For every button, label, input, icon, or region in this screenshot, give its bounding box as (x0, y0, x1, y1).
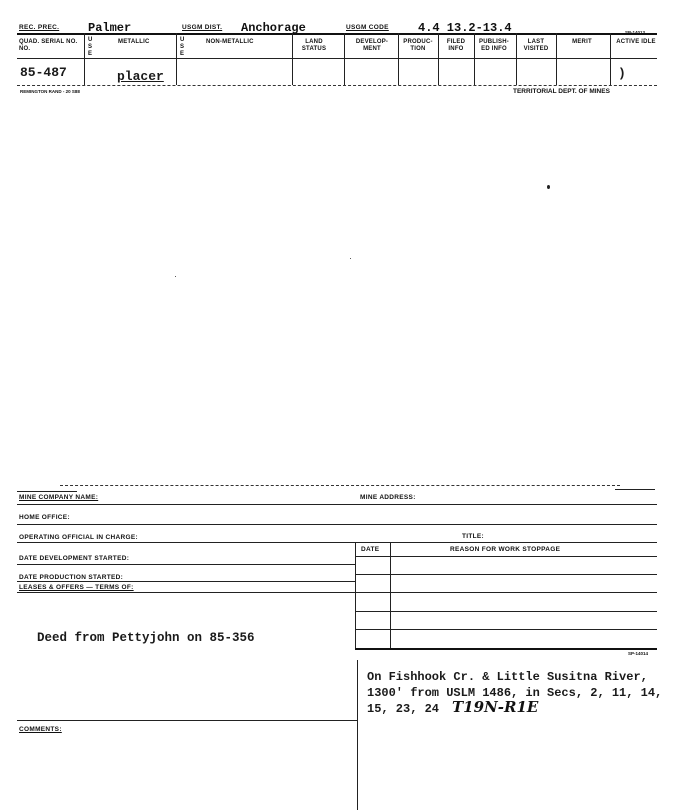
col-filed-info: FILED INFO (446, 39, 466, 52)
rec-prec-value: Palmer (88, 21, 132, 35)
col-use-1: U S E (88, 37, 93, 57)
col-published-info: PUBLISH-ED INFO (479, 39, 509, 52)
comments-label: COMMENTS: (19, 726, 62, 733)
title-label: TITLE: (462, 533, 485, 540)
reason-column-header: REASON FOR WORK STOPPAGE (450, 546, 561, 553)
rec-prec-label: REC. PREC. (19, 24, 60, 31)
col-nonmetallic: NON-METALLIC (206, 39, 254, 45)
location-handwritten: T19N-R1E (452, 698, 539, 716)
usgm-code-label: USGM CODE (346, 24, 389, 31)
location-line-3: 15, 23, 24 (367, 702, 440, 716)
date-production-started-label: DATE PRODUCTION STARTED: (19, 574, 124, 581)
col-quad-serial: QUAD. SERIAL NO. NO. (19, 39, 78, 52)
usgm-code-value: 4.4 13.2-13.4 (418, 21, 512, 35)
col-active-idle: ACTIVE IDLE (616, 39, 656, 45)
col-land-status: LAND STATUS (301, 39, 327, 52)
col-metallic: METALLIC (118, 39, 150, 45)
active-idle-value: ) (618, 66, 626, 81)
home-office-label: HOME OFFICE: (19, 514, 70, 521)
metallic-value: placer (117, 69, 164, 84)
col-last-visited: LAST VISITED (523, 39, 549, 52)
leases-note: Deed from Pettyjohn on 85-356 (37, 631, 255, 645)
col-merit: MERIT (572, 39, 592, 45)
col-production: PRODUC-TION (403, 39, 433, 52)
usgm-dist-label: USGM DIST. (182, 24, 223, 31)
form-number-2: SP-14014 (628, 651, 649, 656)
location-line-1: On Fishhook Cr. & Little Susitna River, (367, 670, 648, 684)
form-number: SP-14013 (625, 30, 646, 35)
operating-official-label: OPERATING OFFICIAL IN CHARGE: (19, 534, 138, 541)
mine-address-label: MINE ADDRESS: (360, 494, 416, 501)
col-use-2: U S E (180, 37, 185, 57)
issuer-label: TERRITORIAL DEPT. OF MINES (513, 88, 610, 95)
mine-company-name-label: MINE COMPANY NAME: (19, 494, 99, 501)
location-line-2: 1300' from USLM 1486, in Secs, 2, 11, 14, (367, 686, 663, 700)
col-development: DEVELOP-MENT (355, 39, 389, 52)
leases-offers-label: LEASES & OFFERS — TERMS OF: (19, 584, 134, 591)
printer-mark: REMINGTON RAND - 20 S88 (20, 89, 80, 94)
quad-serial-value: 85-487 (20, 65, 67, 80)
usgm-dist-value: Anchorage (241, 21, 306, 35)
date-column-header: DATE (361, 546, 380, 553)
date-development-started-label: DATE DEVELOPMENT STARTED: (19, 555, 130, 562)
